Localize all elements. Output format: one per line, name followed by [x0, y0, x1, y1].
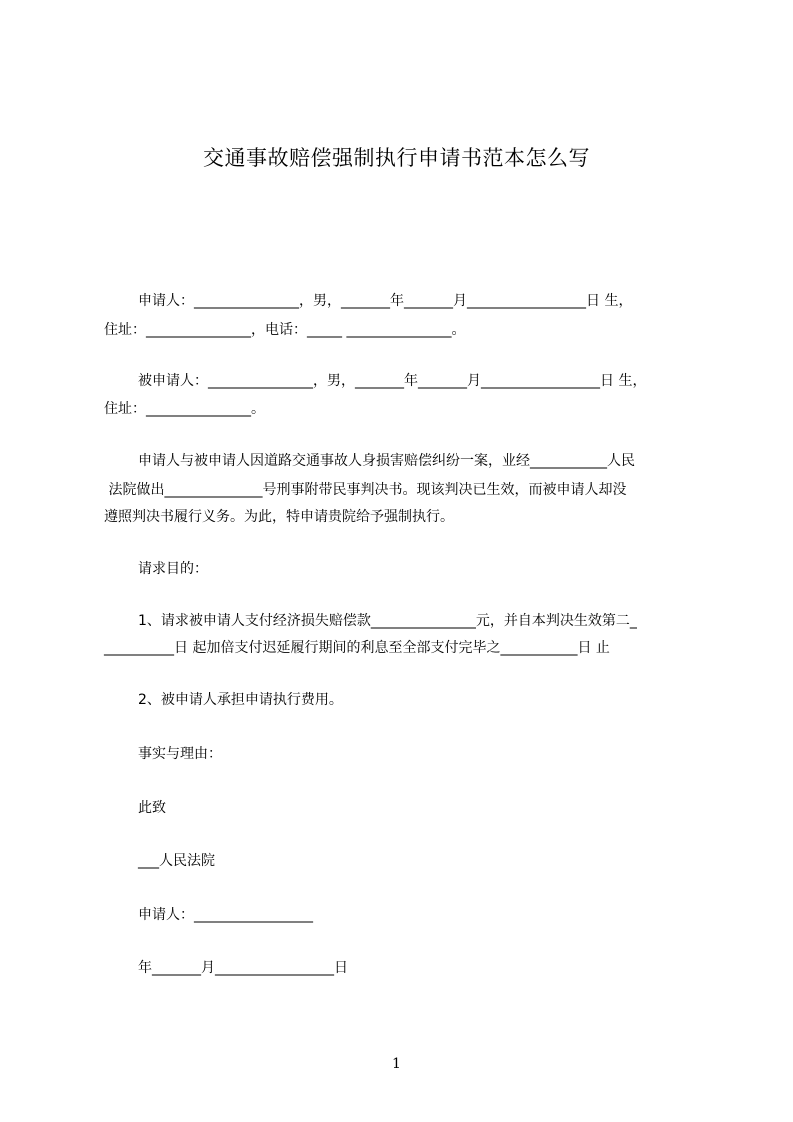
- signature-line: 申请人：_________________: [138, 907, 313, 923]
- applicant-line-2: 住址：_______________，电话：_____ _______________。: [104, 322, 466, 338]
- document-title: 交通事故赔偿强制执行申请书范本怎么写: [203, 146, 590, 170]
- request-heading: 请求目的：: [138, 561, 208, 577]
- case-paragraph-line-3: 遵照判决书履行义务。为此，特申请贵院给予强制执行。: [104, 509, 454, 525]
- respondent-line-1: 被申请人：_______________，男，_______年_______月_________________日 生，: [138, 373, 647, 389]
- case-paragraph-line-1: 申请人与被申请人因道路交通事故人身损害赔偿纠纷一案，业经___________人民: [138, 453, 635, 469]
- request-item-2: 2、被申请人承担申请执行费用。: [138, 692, 343, 708]
- case-paragraph-line-2: 法院做出______________号刑事附带民事判决书。现该判决已生效，而被申请人却没: [104, 482, 627, 498]
- page-number: 1: [392, 1056, 401, 1072]
- facts-heading: 事实与理由：: [138, 746, 222, 762]
- date-line: 年_______月_________________日: [138, 960, 348, 976]
- respondent-line-2: 住址：_______________。: [104, 401, 265, 417]
- request-item-1-line-2: __________日 起加倍支付迟延履行期间的利息至全部支付完毕之___________日 止: [104, 640, 610, 656]
- court-name: ___人民法院: [138, 853, 215, 869]
- applicant-line-1: 申请人：_______________，男，_______年_______月_________________日 生，: [138, 293, 633, 309]
- salutation: 此致: [138, 800, 166, 816]
- request-item-1-line-1: 1、请求被申请人支付经济损失赔偿款_______________元，并自本判决生效第二_: [138, 613, 637, 629]
